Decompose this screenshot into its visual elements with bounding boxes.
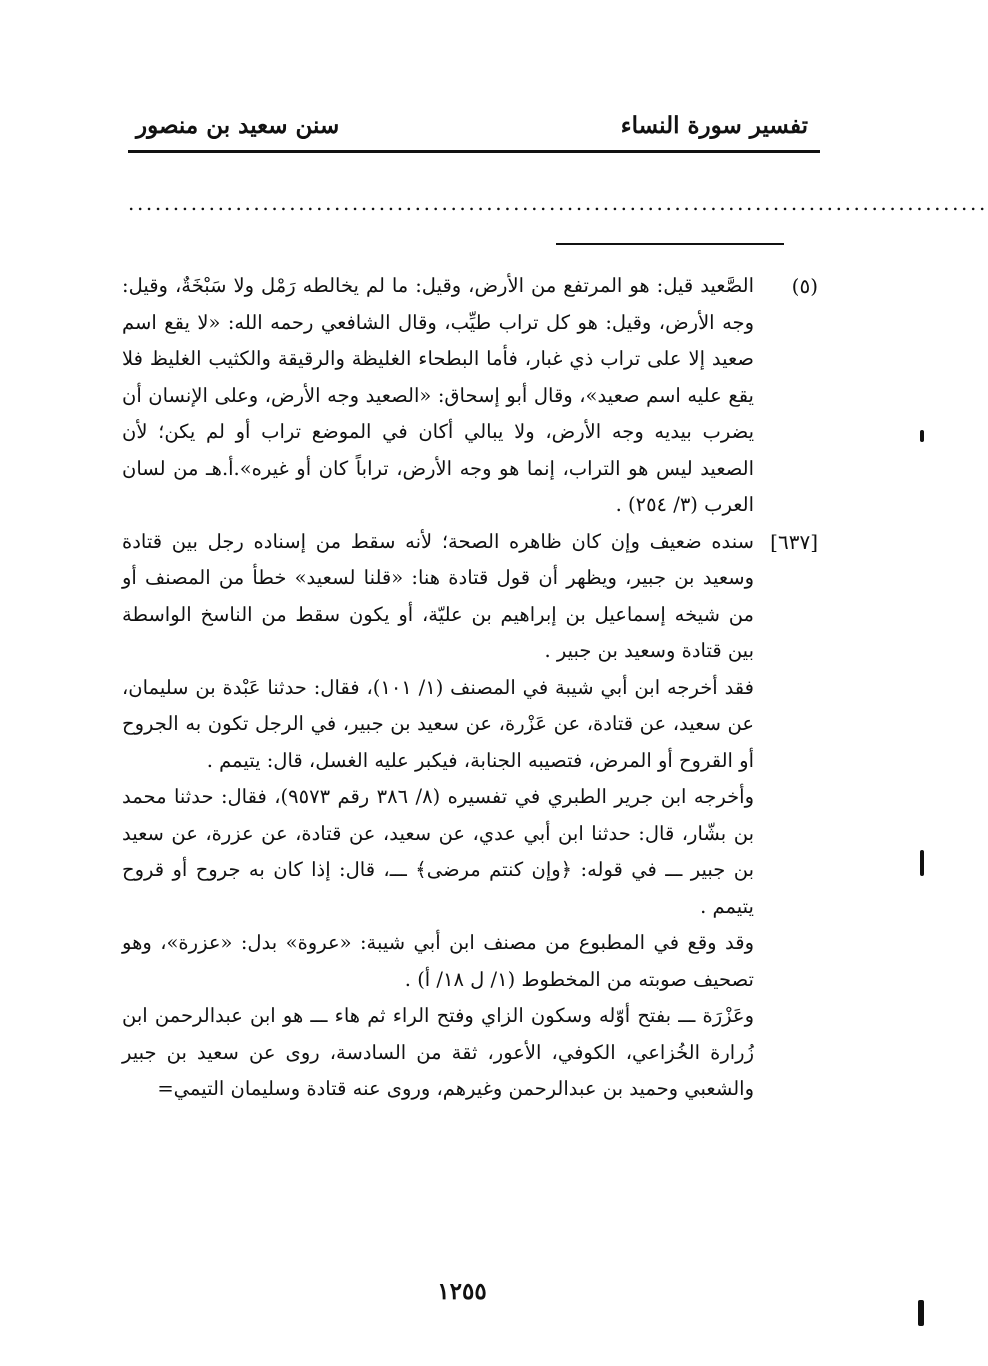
footnote-paragraph: فقد أخرجه ابن أبي شيبة في المصنف (١/ ١٠١)، فقال: حدثنا عَبْدة بن سليمان، عن سعيد، عن قتادة، عن عَزْرة، عن سعيد بن جبير، في الرجل تكون به الجروح أو القروح أو المرض، فتصيبه الجنابة، فيكبر عليه الغسل، قال: يتيمم . xyxy=(122,675,754,772)
footnote-label: [٦٣٧] xyxy=(770,529,818,554)
footnote-body xyxy=(122,524,754,1108)
dotted-separator: ................................................................................................ xyxy=(128,191,988,215)
running-header-surah: تفسير سورة النساء xyxy=(620,112,808,139)
footnote-label: (٥) xyxy=(791,274,818,298)
scan-edge-mark xyxy=(920,850,924,876)
footnote-637 xyxy=(122,524,818,1108)
scan-edge-mark xyxy=(918,1300,924,1326)
footnote-paragraph: وعَزْرَة ـــ بفتح أوّله وسكون الزاي وفتح الراء ثم هاء ـــ هو ابن عبدالرحمن ابن زُرارة الخُزاعي، الكوفي، الأعور، ثقة من السادسة، روى عن سعيد بن جبير والشعبي وحميد بن عبدالرحمن وغيرهم، وروى عنه قتادة وسليمان التيمي= xyxy=(122,1004,754,1100)
footnote-5 xyxy=(122,268,818,524)
footnote-paragraph: وقد وقع في المطبوع من مصنف ابن أبي شيبة: «عروة» بدل: «عزرة»، وهو تصحيف صوبته من المخطوط (١/ ل ١٨/ أ) . xyxy=(122,931,754,991)
scan-edge-mark xyxy=(920,430,924,442)
header-rule xyxy=(128,150,820,153)
footnote-paragraph: وأخرجه ابن جرير الطبري في تفسيره (٨/ ٣٨٦ رقم ٩٥٧٣)، فقال: حدثنا محمد بن بشّار، قال: حدثنا ابن أبي عدي، عن سعيد، عن قتادة، عن عزرة، عن سعيد بن جبير ـــ في قوله: ﴿وإن كنتم مرضى﴾ ـــ، قال: إذا كان به جروح أو قروح يتيمم . xyxy=(122,785,755,918)
footnote-paragraph: الصَّعيد قيل: هو المرتفع من الأرض، وقيل: ما لم يخالطه رَمْل ولا سَبْخَةٌ، وقيل: وجه الأرض، وقيل: هو كل تراب طيِّب، وقال الشافعي رحمه الله: «لا يقع اسم صعيد إلا على تراب ذي غبار، فأما البطحاء الغليظة والرقيقة والكثيب الغليظ فلا يقع عليه اسم صعيد»، وقال أبو إسحاق: «الصعيد وجه الأرض، وعلى الإنسان أن يضرب بيديه وجه الأرض، ولا يبالي أكان في الموضع تراب أو لم يكن؛ لأن الصعيد ليس هو التراب، إنما هو وجه الأرض، تراباً كان أو غيره».أ.هـ من لسان العرب (٣/ ٢٥٤) . xyxy=(122,274,754,516)
page-number: ١٢٥٥ xyxy=(437,1278,487,1305)
footnote-body xyxy=(122,268,754,524)
footnotes xyxy=(122,268,818,1108)
footnote-rule xyxy=(556,243,784,245)
footnote-paragraph: سنده ضعيف وإن كان ظاهره الصحة؛ لأنه سقط من إسناده رجل بين قتادة وسعيد بن جبير، ويظهر أن قول قتادة هنا: «قلنا لسعيد» خطأ من المصنف أو من شيخه إسماعيل بن إبراهيم بن عليّة، أو يكون سقط من الناسخ الواسطة بين قتادة وسعيد بن جبير . xyxy=(122,529,754,662)
running-header-book: سنن سعيد بن منصور xyxy=(136,112,340,139)
